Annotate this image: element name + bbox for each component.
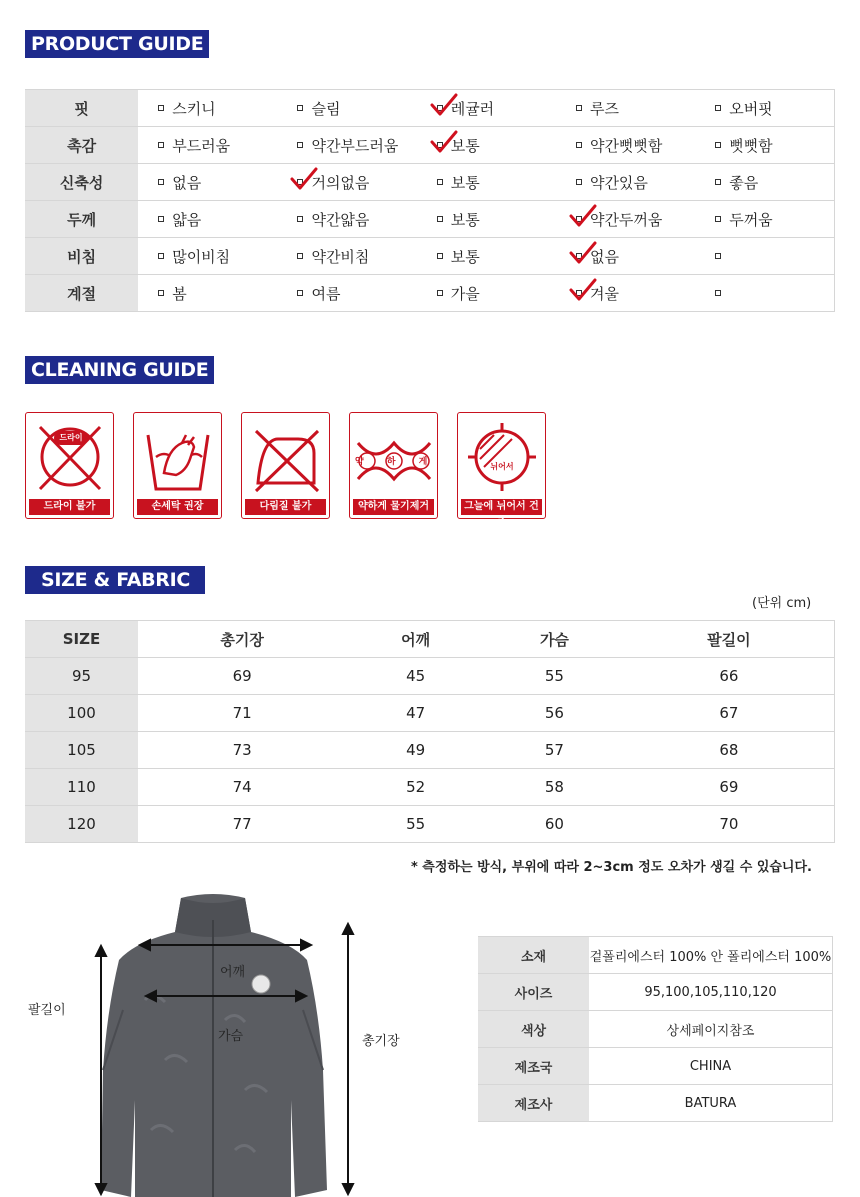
checkbox-icon: [158, 142, 164, 148]
size-cell: 47: [346, 695, 485, 732]
guide-option-label: 여름: [311, 284, 341, 303]
no-iron-icon: [242, 413, 331, 503]
table-row: [25, 658, 835, 695]
checkbox-icon: [715, 142, 721, 148]
guide-option-label: 약간두꺼움: [589, 210, 663, 229]
cleaning-guide-title: CLEANING GUIDE: [25, 356, 214, 384]
size-cell: 68: [624, 732, 835, 769]
table-row: [25, 201, 835, 238]
table-row: [478, 937, 833, 974]
guide-option: [695, 164, 834, 201]
size-header-row: [25, 621, 835, 658]
care-inner-text: 약 하 게: [355, 457, 438, 467]
shoulder-label: 어깨: [220, 965, 246, 980]
guide-option: [556, 275, 695, 312]
size-cell: 56: [485, 695, 624, 732]
guide-option: [695, 275, 834, 312]
guide-option-label: 거의없음: [311, 173, 370, 192]
checkbox-icon: [158, 105, 164, 111]
care-label: 드라이 불가: [29, 499, 110, 515]
guide-option-label: 뻣뻣함: [729, 136, 773, 155]
size-cell: 55: [346, 806, 485, 843]
guide-option-label: 보통: [450, 136, 480, 155]
guide-option: [695, 238, 834, 275]
size-cell: 67: [624, 695, 835, 732]
guide-option: [277, 90, 416, 127]
checkbox-icon: [437, 216, 443, 222]
guide-option-label: 약간부드러움: [311, 136, 399, 155]
checkmark-icon: [568, 277, 598, 303]
shade-flat-dry-icon: [458, 413, 547, 503]
size-cell: 100: [25, 695, 138, 732]
guide-option-label: 스키니: [172, 99, 216, 118]
guide-option: [417, 90, 556, 127]
checkmark-icon: [568, 240, 598, 266]
care-gentle-wring: [349, 412, 438, 519]
size-cell: 74: [138, 769, 346, 806]
checkbox-icon: [297, 290, 303, 296]
size-cell: 69: [138, 658, 346, 695]
guide-option: [556, 238, 695, 275]
guide-option-label: 보통: [450, 247, 480, 266]
checkbox-icon: [715, 105, 721, 111]
size-cell: 70: [624, 806, 835, 843]
fabric-value: 상세페이지참조: [589, 1011, 833, 1048]
length-label: 총기장: [362, 1034, 400, 1049]
size-cell: 58: [485, 769, 624, 806]
size-header: 어깨: [346, 621, 485, 658]
checkbox-icon: [297, 216, 303, 222]
guide-option: [695, 127, 834, 164]
guide-option: [277, 201, 416, 238]
guide-option-label: 오버핏: [729, 99, 773, 118]
table-row: [478, 1048, 833, 1085]
checkbox-icon: [715, 290, 721, 296]
size-cell: 71: [138, 695, 346, 732]
fabric-value: 겉폴리에스터 100% 안 폴리에스터 100%: [589, 937, 833, 974]
table-row: [25, 769, 835, 806]
size-cell: 110: [25, 769, 138, 806]
sleeve-label: 팔길이: [28, 1003, 66, 1018]
guide-option-label: 봄: [172, 284, 187, 303]
guide-option: [277, 238, 416, 275]
care-no-dry-clean: [25, 412, 114, 519]
guide-option: [138, 90, 277, 127]
size-cell: 60: [485, 806, 624, 843]
size-cell: 49: [346, 732, 485, 769]
guide-option: [417, 275, 556, 312]
checkbox-icon: [158, 216, 164, 222]
size-fabric-title: SIZE & FABRIC: [25, 566, 205, 594]
guide-option-label: 좋음: [729, 173, 759, 192]
guide-row-label: 계절: [25, 275, 138, 312]
guide-row-label: 촉감: [25, 127, 138, 164]
guide-option-label: 부드러움: [172, 136, 231, 155]
guide-option-label: 약간있음: [589, 173, 648, 192]
size-cell: 52: [346, 769, 485, 806]
checkbox-icon: [158, 290, 164, 296]
fabric-label: 색상: [478, 1011, 589, 1048]
guide-option-label: 약간비침: [311, 247, 370, 266]
guide-option: [556, 90, 695, 127]
guide-option: [277, 275, 416, 312]
size-header: 팔길이: [624, 621, 835, 658]
checkbox-icon: [576, 179, 582, 185]
size-cell: 120: [25, 806, 138, 843]
size-cell: 55: [485, 658, 624, 695]
fabric-label: 제조사: [478, 1085, 589, 1122]
size-cell: 69: [624, 769, 835, 806]
guide-row-label: 신축성: [25, 164, 138, 201]
guide-option: [138, 275, 277, 312]
guide-option: [417, 238, 556, 275]
guide-option: [138, 127, 277, 164]
checkbox-icon: [715, 253, 721, 259]
fabric-label: 제조국: [478, 1048, 589, 1085]
checkbox-icon: [437, 179, 443, 185]
care-label: 약하게 물기제거: [353, 499, 434, 515]
checkbox-icon: [297, 253, 303, 259]
table-row: [25, 238, 835, 275]
size-cell: 66: [624, 658, 835, 695]
size-cell: 45: [346, 658, 485, 695]
guide-option-label: 가을: [450, 284, 480, 303]
care-shade-flat-dry: [457, 412, 546, 528]
table-row: [25, 806, 835, 843]
table-row: [25, 127, 835, 164]
checkbox-icon: [297, 142, 303, 148]
guide-option-label: 루즈: [589, 99, 619, 118]
fabric-value: BATURA: [589, 1085, 833, 1122]
checkmark-icon: [429, 92, 459, 118]
checkmark-icon: [429, 129, 459, 155]
guide-option: [695, 90, 834, 127]
size-header: 총기장: [138, 621, 346, 658]
size-header: 가슴: [485, 621, 624, 658]
checkbox-icon: [715, 216, 721, 222]
care-inner-text: 뉘어서: [490, 462, 514, 471]
table-row: [25, 695, 835, 732]
guide-row-label: 두께: [25, 201, 138, 238]
care-no-iron: [241, 412, 330, 519]
checkbox-icon: [576, 105, 582, 111]
size-table: [25, 620, 835, 843]
size-cell: 95: [25, 658, 138, 695]
fabric-value: CHINA: [589, 1048, 833, 1085]
care-label: 그늘에 뉘어서 건조: [461, 499, 542, 515]
care-hand-wash: [133, 412, 222, 519]
guide-option: [556, 127, 695, 164]
table-row: [25, 275, 835, 312]
guide-option: [556, 201, 695, 238]
guide-option-label: 보통: [450, 210, 480, 229]
guide-option-label: 많이비침: [172, 247, 231, 266]
fabric-label: 사이즈: [478, 974, 589, 1011]
care-inner-text: 드라이: [59, 433, 83, 442]
guide-option: [417, 127, 556, 164]
guide-option: [138, 201, 277, 238]
guide-option: [417, 201, 556, 238]
checkmark-icon: [568, 203, 598, 229]
checkbox-icon: [297, 105, 303, 111]
guide-option: [138, 164, 277, 201]
size-cell: 77: [138, 806, 346, 843]
checkbox-icon: [715, 179, 721, 185]
table-row: [25, 164, 835, 201]
guide-option-label: 약간뻣뻣함: [589, 136, 663, 155]
care-label: 손세탁 권장: [137, 499, 218, 515]
checkbox-icon: [437, 290, 443, 296]
unit-label: (단위 cm): [752, 596, 812, 611]
checkmark-icon: [289, 166, 319, 192]
guide-option-label: 겨울: [589, 284, 619, 303]
guide-option: [556, 164, 695, 201]
checkbox-icon: [158, 179, 164, 185]
no-dry-clean-icon: [26, 413, 115, 503]
guide-option: [695, 201, 834, 238]
guide-option: [138, 238, 277, 275]
table-row: [25, 90, 835, 127]
guide-option: [277, 127, 416, 164]
hand-wash-icon: [134, 413, 223, 503]
product-guide-title: PRODUCT GUIDE: [25, 30, 209, 58]
table-row: [25, 732, 835, 769]
product-guide-table: [25, 89, 835, 312]
fabric-label: 소재: [478, 937, 589, 974]
care-label: 다림질 불가: [245, 499, 326, 515]
guide-option-label: 없음: [172, 173, 202, 192]
guide-option-label: 보통: [450, 173, 480, 192]
guide-row-label: 핏: [25, 90, 138, 127]
guide-option-label: 슬림: [311, 99, 341, 118]
checkbox-icon: [576, 142, 582, 148]
size-cell: 73: [138, 732, 346, 769]
size-cell: 105: [25, 732, 138, 769]
table-row: [478, 1085, 833, 1122]
table-row: [478, 1011, 833, 1048]
guide-option-label: 약간얇음: [311, 210, 370, 229]
guide-option-label: 없음: [589, 247, 619, 266]
table-row: [478, 974, 833, 1011]
guide-option-label: 레귤러: [450, 99, 495, 118]
guide-option: [277, 164, 416, 201]
checkbox-icon: [437, 253, 443, 259]
guide-row-label: 비침: [25, 238, 138, 275]
fabric-value: 95,100,105,110,120: [589, 974, 833, 1011]
chest-label: 가슴: [218, 1029, 244, 1044]
fabric-table: [478, 936, 833, 1122]
guide-option-label: 두꺼움: [729, 210, 773, 229]
guide-option: [417, 164, 556, 201]
measurement-note: * 측정하는 방식, 부위에 따라 2~3cm 정도 오차가 생길 수 있습니다.: [410, 860, 812, 875]
checkbox-icon: [158, 253, 164, 259]
guide-option-label: 얇음: [172, 210, 202, 229]
size-cell: 57: [485, 732, 624, 769]
size-header: SIZE: [25, 621, 138, 658]
